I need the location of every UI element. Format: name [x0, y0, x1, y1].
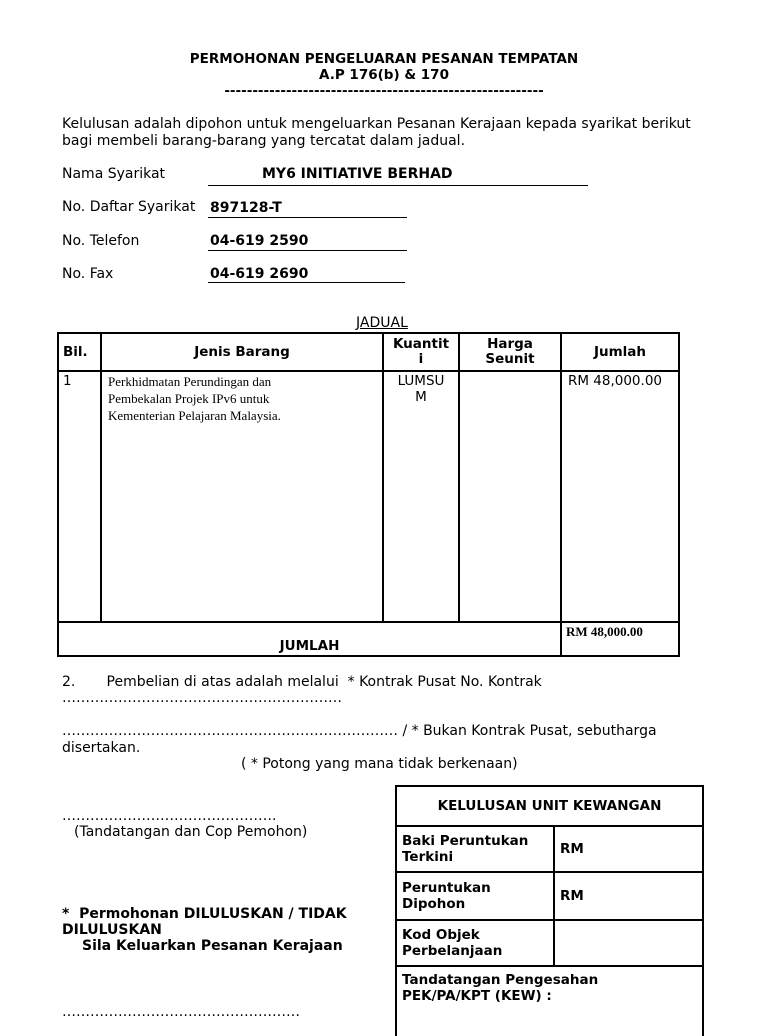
- section-2-line-1: 2. Pembelian di atas adalah melalui * Kontrak Pusat No. Kontrak: [62, 674, 542, 690]
- no-telefon-value: 04-619 2590: [210, 233, 309, 249]
- kewangan-title: KELULUSAN UNIT KEWANGAN: [396, 786, 703, 826]
- baki-peruntukan-label: Baki Peruntukan Terkini: [396, 826, 554, 872]
- cell-harga-seunit: [459, 371, 561, 622]
- signature-line: ……………………………………….: [62, 808, 277, 824]
- signature-label: (Tandatangan dan Cop Pemohon): [74, 824, 308, 840]
- total-label: JUMLAH: [58, 622, 561, 656]
- no-fax-label: No. Fax: [62, 266, 114, 282]
- cell-kuantiti: LUMSU M: [383, 371, 459, 622]
- jadual-total-row: [58, 622, 679, 656]
- table-row: [396, 826, 703, 872]
- tandatangan-pengesahan: Tandatangan Pengesahan PEK/PA/KPT (KEW) :: [396, 966, 703, 1036]
- peruntukan-dipohon-label: Peruntukan Dipohon: [396, 872, 554, 920]
- total-value: RM 48,000.00: [561, 622, 679, 656]
- no-fax-value: 04-619 2690: [210, 266, 309, 282]
- form-reference: A.P 176(b) & 170: [319, 67, 449, 83]
- header-kuantiti: Kuantit i: [383, 333, 459, 371]
- jadual-heading: JADUAL: [356, 315, 408, 331]
- table-row: [396, 872, 703, 920]
- approval-line-2: DILULUSKAN: [62, 922, 162, 938]
- section-2-line-4: disertakan.: [62, 740, 141, 756]
- jadual-header-row: [58, 333, 679, 371]
- cell-bil: 1: [58, 371, 101, 622]
- section-2-line-2: ……………………………………………………: [62, 690, 342, 706]
- nama-syarikat-line: [208, 185, 588, 186]
- table-row: [396, 966, 703, 1036]
- section-2-note: ( * Potong yang mana tidak berkenaan): [241, 756, 518, 772]
- header-bil: Bil.: [58, 333, 101, 371]
- section-2-line-3: ……………………………………………………………… / * Bukan Kontrak Pusat, sebutharga: [62, 723, 657, 739]
- kod-objek-value: [554, 920, 703, 966]
- no-telefon-line: [208, 250, 407, 251]
- cell-jenis-barang: Perkhidmatan Perundingan dan Pembekalan Projek IPv6 untuk Kementerian Pelajaran Malaysia.: [101, 371, 383, 622]
- kewangan-table: [395, 785, 704, 1036]
- baki-peruntukan-value: RM: [554, 826, 703, 872]
- approval-line-3: Sila Keluarkan Pesanan Kerajaan: [82, 938, 343, 954]
- peruntukan-dipohon-value: RM: [554, 872, 703, 920]
- no-daftar-label: No. Daftar Syarikat: [62, 199, 196, 215]
- nama-syarikat-label: Nama Syarikat: [62, 166, 166, 182]
- title-rule: ---------------------------------------------------------: [224, 83, 544, 99]
- approval-line-1: * Permohonan DILULUSKAN / TIDAK: [62, 906, 347, 922]
- jadual-table: [57, 332, 680, 657]
- header-jenis-barang: Jenis Barang: [101, 333, 383, 371]
- table-row: [396, 920, 703, 966]
- table-row: [58, 371, 679, 622]
- approval-signature-line: ……………………………………………: [62, 1004, 300, 1020]
- cell-jumlah: RM 48,000.00: [561, 371, 679, 622]
- intro-line-2: bagi membeli barang-barang yang tercatat dalam jadual.: [62, 133, 466, 149]
- no-fax-line: [208, 282, 405, 283]
- intro-line-1: Kelulusan adalah dipohon untuk mengeluarkan Pesanan Kerajaan kepada syarikat berikut: [62, 116, 691, 132]
- no-telefon-label: No. Telefon: [62, 233, 140, 249]
- no-daftar-line: [208, 217, 407, 218]
- header-jumlah: Jumlah: [561, 333, 679, 371]
- no-daftar-value: 897128-T: [210, 200, 282, 216]
- kod-objek-label: Kod Objek Perbelanjaan: [396, 920, 554, 966]
- nama-syarikat-value: MY6 INITIATIVE BERHAD: [262, 166, 453, 182]
- header-harga-seunit: Harga Seunit: [459, 333, 561, 371]
- form-title: PERMOHONAN PENGELUARAN PESANAN TEMPATAN: [189, 51, 579, 67]
